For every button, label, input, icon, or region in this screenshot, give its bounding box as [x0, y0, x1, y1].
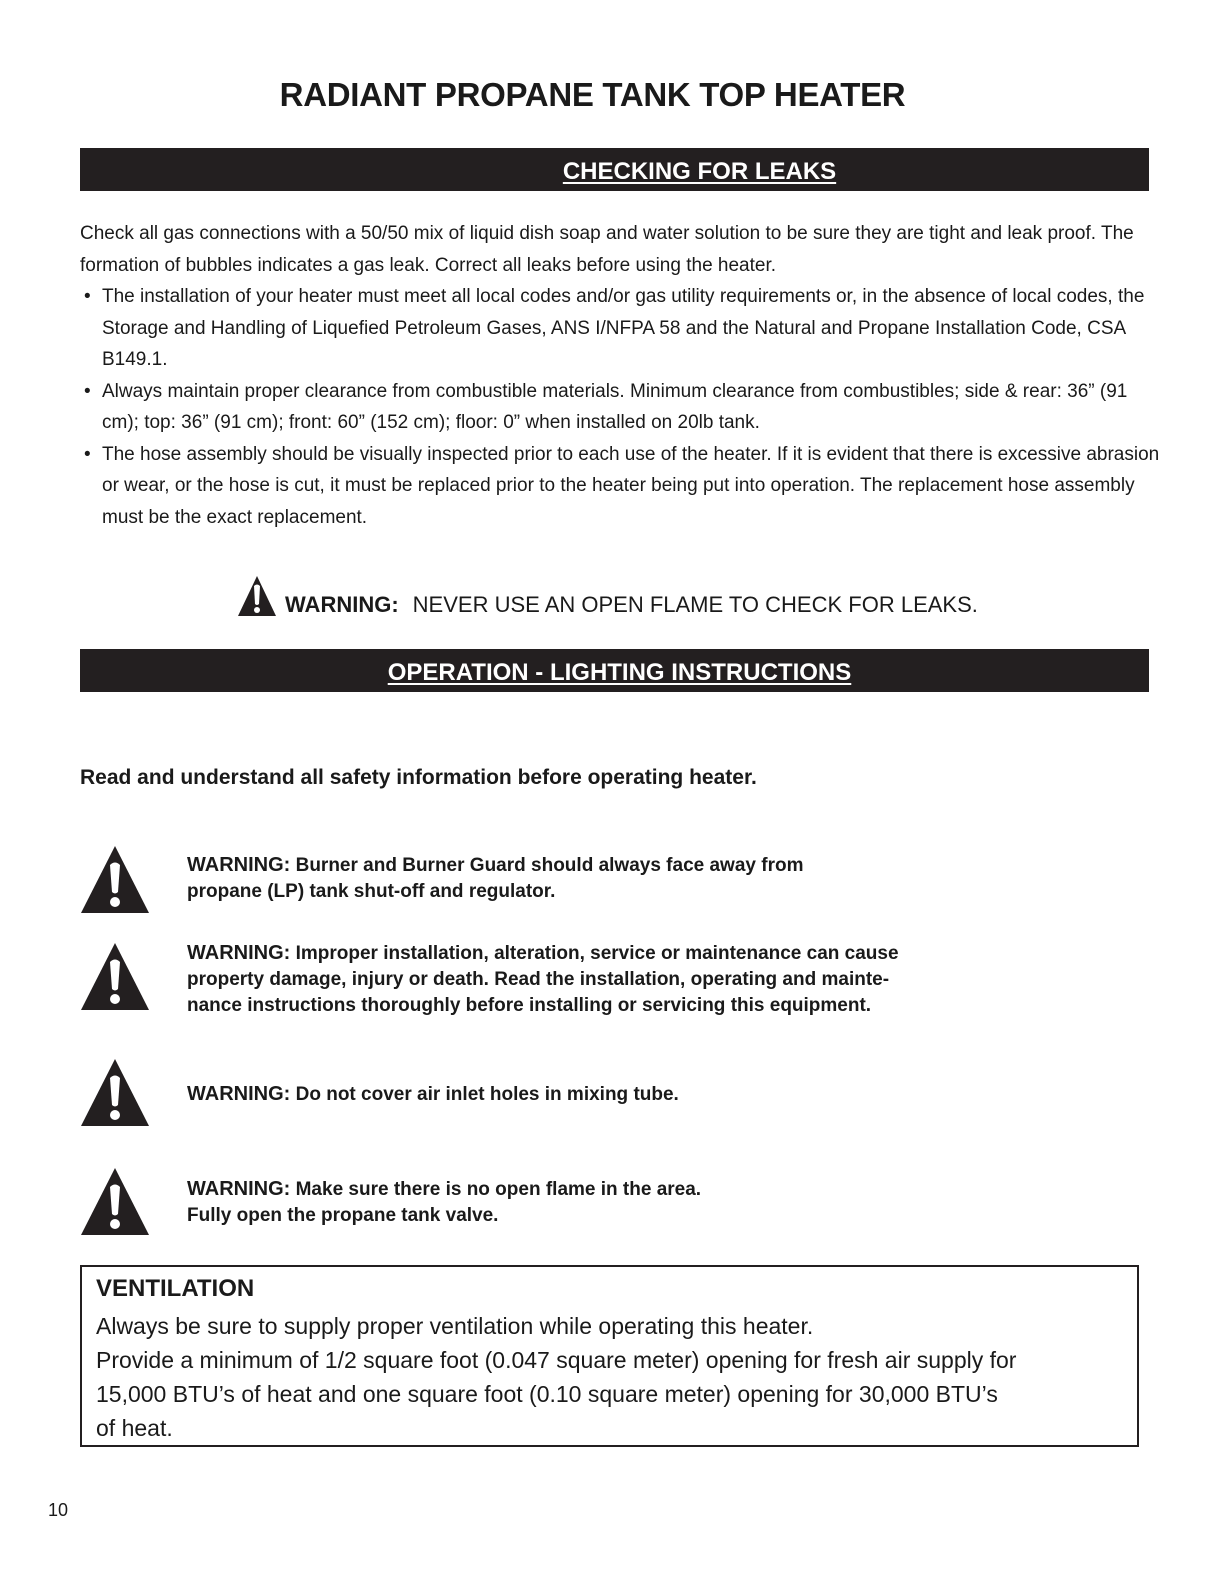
- warning-label: WARNING:: [187, 942, 291, 964]
- warning-text-block: [187, 1081, 1047, 1108]
- leak-check-intro: Check all gas connections with a 50/50 mix of liquid dish soap and water solution to be sure they are tight and leak proof. The formation of bubbles indicates a gas leak. Correct all leaks before using the heater.: [80, 223, 1134, 276]
- leak-check-bullet-list: [80, 281, 1160, 533]
- page-title: RADIANT PROPANE TANK TOP HEATER: [279, 76, 906, 113]
- warning-line: propane (LP) tank shut-off and regulator.: [187, 881, 556, 902]
- safety-read-notice: Read and understand all safety information before operating heater.: [80, 766, 757, 789]
- warning-triangle-icon: [80, 1167, 150, 1237]
- warning-block: [80, 942, 1080, 1027]
- ventilation-line: Always be sure to supply proper ventilation while operating this heater.: [96, 1313, 814, 1339]
- warning-line: property damage, injury or death. Read the installation, operating and mainte-: [187, 969, 890, 990]
- section-heading-checking-for-leaks: [80, 148, 1149, 191]
- warning-triangle-icon: [237, 574, 277, 618]
- warning-text: NEVER USE AN OPEN FLAME TO CHECK FOR LEAKS.: [412, 592, 978, 617]
- warning-text-block: [187, 1176, 1047, 1229]
- warning-block: [80, 845, 1080, 915]
- bullet-text: The installation of your heater must meet all local codes and/or gas utility requirements or, in the absence of local codes, the Storage and Handling of Liquefied Petroleum Gases, ANS I/NFPA 58 and the Natural and Propane Installation Code, CSA B149.1.: [102, 286, 1145, 370]
- section-heading-text: CHECKING FOR LEAKS: [562, 158, 837, 185]
- warning-label: WARNING:: [285, 592, 399, 617]
- bullet-point: •: [84, 443, 91, 465]
- warning-triangle-icon: [80, 845, 150, 915]
- bullet-point: •: [84, 380, 91, 402]
- page-number: 10: [48, 1500, 69, 1520]
- leak-warning: [237, 570, 978, 618]
- warning-label: WARNING:: [187, 1178, 291, 1200]
- ventilation-text: [96, 1309, 1136, 1445]
- warning-triangle-icon: [80, 1058, 150, 1128]
- list-item: [80, 439, 1160, 534]
- warning-block: [80, 1167, 1080, 1237]
- list-item: [80, 281, 1160, 376]
- warning-line: Improper installation, alteration, service or maintenance can cause: [295, 943, 899, 964]
- warning-text-block: [187, 940, 1047, 1019]
- warning-line: nance instructions thoroughly before installing or servicing this equipment.: [187, 995, 872, 1016]
- warning-line: Do not cover air inlet holes in mixing tube.: [295, 1084, 679, 1105]
- warning-triangle-icon: [80, 942, 150, 1012]
- section-heading-text: OPERATION - LIGHTING INSTRUCTIONS: [387, 659, 852, 686]
- warning-label: WARNING:: [187, 854, 291, 876]
- ventilation-line: 15,000 BTU’s of heat and one square foot (0.10 square meter) opening for 30,000 BTU’s: [96, 1381, 998, 1407]
- ventilation-title: VENTILATION: [96, 1275, 255, 1302]
- warning-line: Burner and Burner Guard should always face away from: [295, 855, 804, 876]
- ventilation-box: [80, 1265, 1139, 1447]
- warning-line: Make sure there is no open flame in the area.: [295, 1179, 702, 1200]
- section-heading-operation-lighting: [80, 649, 1149, 692]
- warning-text-block: [187, 852, 1047, 905]
- bullet-text: Always maintain proper clearance from combustible materials. Minimum clearance from combustibles; side & rear: 36” (91 cm); top: 36” (91 cm); front: 60” (152 cm); floor: 0” when installed on 20lb tank.: [102, 380, 1128, 433]
- ventilation-line: of heat.: [96, 1415, 173, 1441]
- bullet-text: The hose assembly should be visually inspected prior to each use of the heater. If it is evident that there is excessive abrasion or wear, or the hose is cut, it must be replaced prior to the heater being put into operation. The replacement hose assembly must be the exact replacement.: [102, 443, 1160, 528]
- list-item: [80, 376, 1160, 439]
- leak-check-body: [80, 218, 1160, 533]
- warning-label: WARNING:: [187, 1083, 291, 1105]
- warning-line: Fully open the propane tank valve.: [187, 1205, 499, 1226]
- ventilation-line: Provide a minimum of 1/2 square foot (0.047 square meter) opening for fresh air supply for: [96, 1347, 1017, 1373]
- bullet-point: •: [84, 286, 91, 307]
- warning-block: [80, 1058, 1080, 1128]
